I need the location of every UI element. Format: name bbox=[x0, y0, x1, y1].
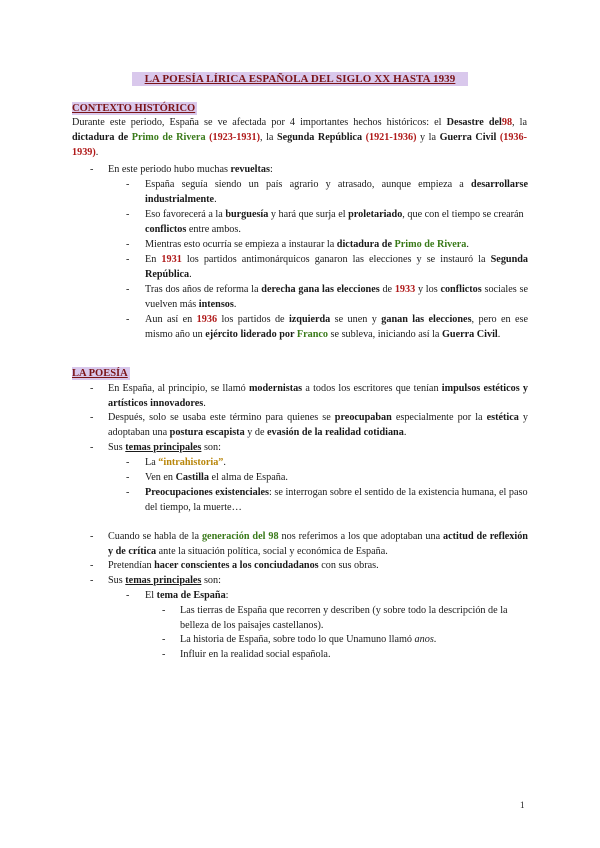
context-item-2: Eso favorecerá a la burguesía y hará que surja el proletariado, que con el tiempo se crearán conflictos entre ambos. bbox=[145, 209, 524, 236]
context-item-5: Tras dos años de reforma la derecha gana las elecciones de 1933 y los conflictos sociales se vuelven más intensos. bbox=[145, 284, 528, 311]
subtheme-historia: La historia de España, sobre todo lo que Unamuno llamó anos. bbox=[180, 634, 437, 645]
subtheme-tierras: Las tierras de España que recorren y describen (y sobre todo la descripción de la belleza de los paisajes castellanos). bbox=[180, 605, 508, 632]
bullet-dash: - bbox=[126, 457, 130, 468]
theme-castilla: Ven en Castilla el alma de España. bbox=[145, 472, 288, 483]
document-title: LA POESÍA LÍRICA ESPAÑOLA DEL SIGLO XX HASTA 1939 bbox=[132, 72, 468, 86]
bullet-dash: - bbox=[90, 575, 94, 586]
bullet-dash: - bbox=[126, 239, 130, 250]
bullet-dash: - bbox=[162, 605, 166, 616]
bullet-dash: - bbox=[126, 284, 130, 295]
bullet-dash: - bbox=[126, 590, 130, 601]
bullet-dash: - bbox=[126, 314, 130, 325]
context-item-6: Aun así en 1936 los partidos de izquierda se unen y ganan las elecciones, pero en ese mismo año un ejército liderado por Franco se subleva, iniciando así la Guerra Civil. bbox=[145, 314, 529, 341]
context-lead: En este periodo hubo muchas revueltas: bbox=[108, 164, 273, 175]
theme-existencial: Preocupaciones existenciales: se interrogan sobre el sentido de la existencia humana, el paso del tiempo, la muerte… bbox=[145, 487, 528, 514]
poetry-paragraph-98: Cuando se habla de la generación del 98 nos referimos a los que adoptaban una actitud de reflexión y de crítica ante la situación política, social y económica de España. bbox=[108, 531, 528, 558]
bullet-dash: - bbox=[162, 634, 166, 645]
poetry-paragraph-2: Después, solo se usaba este término para quienes se preocupaban especialmente por la estética y adoptaban una postura escapista y de evasión de la realidad cotidiana. bbox=[108, 412, 528, 439]
bullet-dash: - bbox=[126, 179, 130, 190]
bullet-dash: - bbox=[90, 164, 94, 175]
theme-intrahistoria: La “intrahistoria”. bbox=[145, 457, 226, 468]
theme-espana: El tema de España: bbox=[145, 590, 229, 601]
bullet-dash: - bbox=[90, 412, 94, 423]
context-intro-paragraph: Durante este periodo, España se ve afectada por 4 importantes hechos históricos: el Desastre del98, la dictadura de Primo de Rivera (1923-1931), la Segunda República (1921-1936) y la Guerra Civil (1936-1939). bbox=[72, 117, 528, 159]
page-number: 1 bbox=[520, 800, 525, 810]
context-item-3: Mientras esto ocurría se empieza a instaurar la dictadura de Primo de Rivera. bbox=[145, 239, 469, 250]
bullet-dash: - bbox=[126, 209, 130, 220]
section-heading-context: CONTEXTO HISTÓRICO bbox=[72, 103, 196, 114]
bullet-dash: - bbox=[90, 531, 94, 542]
bullet-dash: - bbox=[90, 383, 94, 394]
context-item-1: España seguía siendo un país agrario y atrasado, aunque empieza a desarrollarse industrialmente. bbox=[145, 179, 528, 206]
section-heading-poetry: LA POESÍA bbox=[72, 368, 128, 379]
bullet-dash: - bbox=[126, 254, 130, 265]
context-item-4: En 1931 los partidos antimonárquicos ganaron las elecciones y se instauró la Segunda República. bbox=[145, 254, 528, 281]
bullet-dash: - bbox=[162, 649, 166, 660]
poetry-paragraph-pretendian: Pretendían hacer conscientes a los conciudadanos con sus obras. bbox=[108, 560, 379, 571]
poetry-paragraph-1: En España, al principio, se llamó modernistas a todos los escritores que tenían impulsos estéticos y artísticos innovadores. bbox=[108, 383, 528, 410]
bullet-dash: - bbox=[126, 487, 130, 498]
subtheme-influir: Influir en la realidad social española. bbox=[180, 649, 331, 660]
poetry-themes-intro-1: Sus temas principales son: bbox=[108, 442, 221, 453]
bullet-dash: - bbox=[90, 442, 94, 453]
bullet-dash: - bbox=[90, 560, 94, 571]
poetry-themes-intro-2: Sus temas principales son: bbox=[108, 575, 221, 586]
bullet-dash: - bbox=[126, 472, 130, 483]
